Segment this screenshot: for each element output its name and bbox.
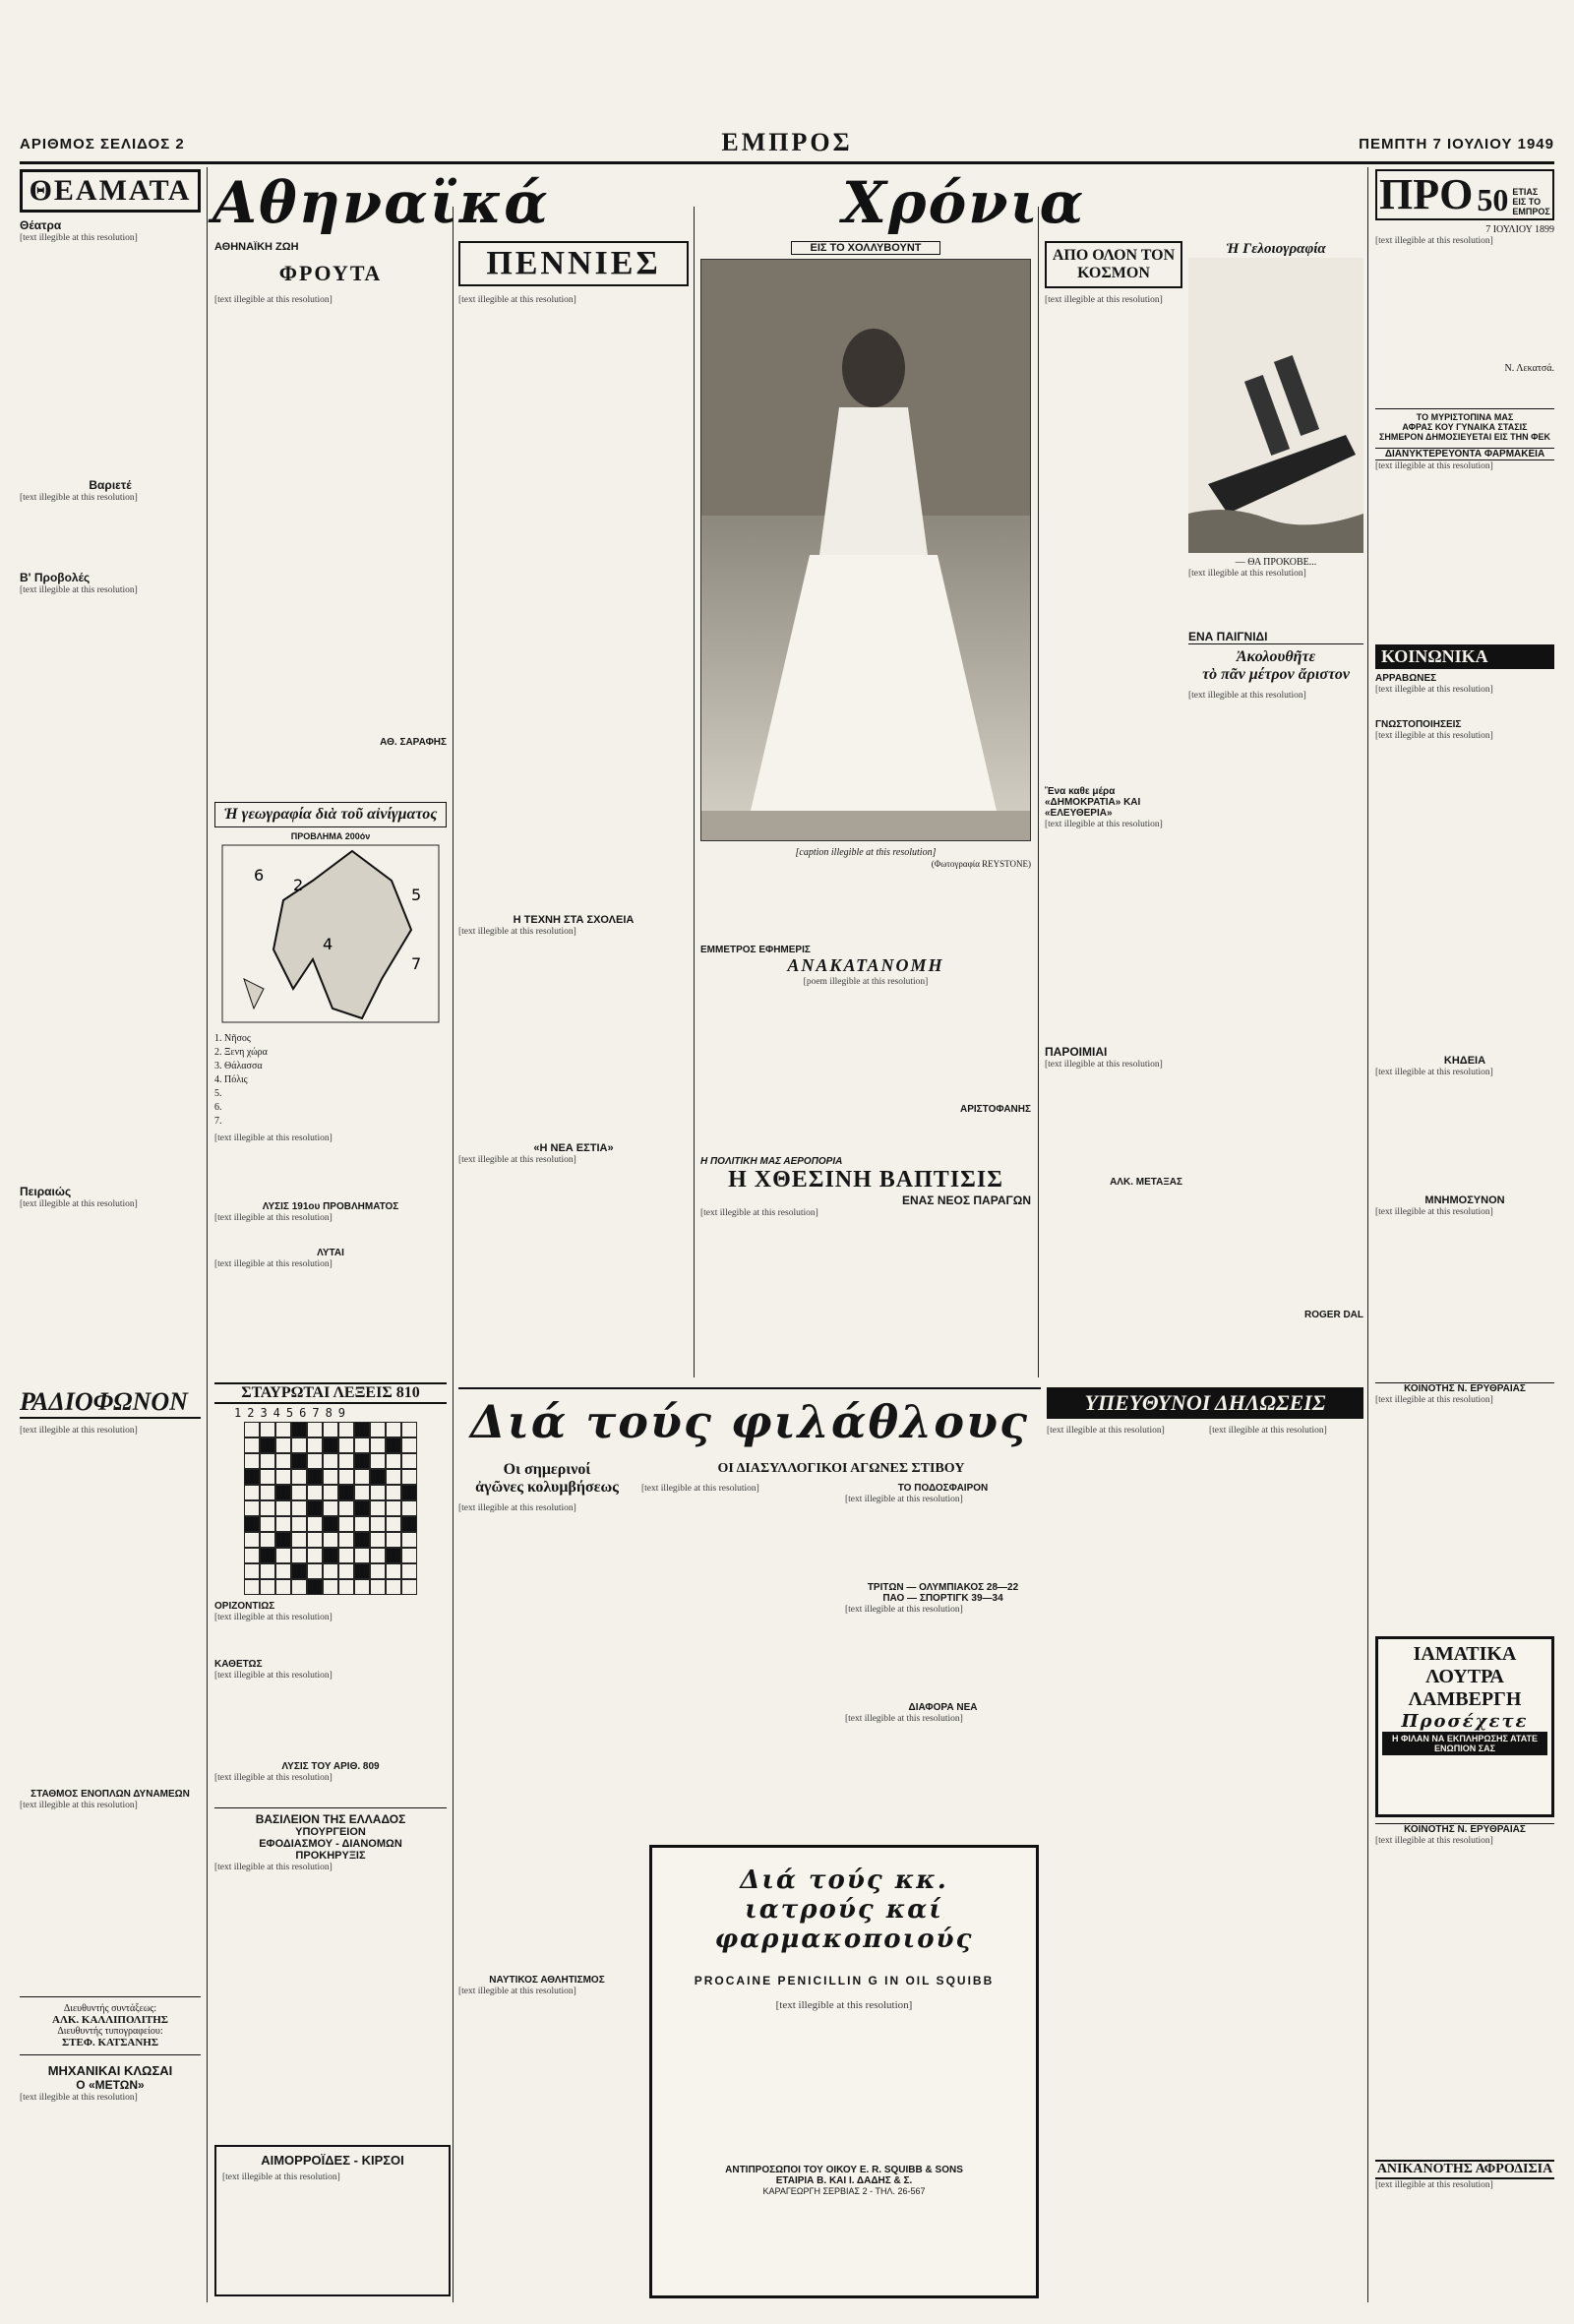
clinic-title: ΑΙΜΟΡΡΟΪΔΕΣ - ΚΙΡΣΟΙ bbox=[261, 2153, 404, 2168]
credit-line: Διευθυντής συντάξεως: bbox=[63, 2003, 157, 2014]
swimming-sub: ἀγῶνες κολυμβήσεως bbox=[475, 1479, 619, 1496]
date-label: ΠΕΜΠΤΗ 7 ΙΟΥΛΙΟΥ 1949 bbox=[1359, 136, 1554, 153]
theatres-section bbox=[20, 169, 201, 1370]
schools-body: [text illegible at this resolution] bbox=[458, 927, 576, 937]
fifty-small-line: ΕΙΣ ΤΟ ΕΜΠΡΟΣ bbox=[1512, 197, 1550, 216]
theatres-body: [text illegible at this resolution] bbox=[20, 1199, 138, 1209]
game-author: ROGER DAL bbox=[1304, 1310, 1363, 1320]
ad-product: PROCAINE PENICILLIN G IN OIL SQUIBB bbox=[694, 1974, 995, 1988]
ad-script-title: Διά τούς κκ. ιατρούς καί φαρμακοποιούς bbox=[714, 1865, 974, 1954]
mech-title: ΜΗΧΑΝΙΚΑΙ ΚΛΩΣΑΙ bbox=[47, 2063, 173, 2078]
swimming-sub: Οι σημερινοί bbox=[503, 1461, 591, 1478]
kingdom-sub: ΕΦΟΔΙΑΣΜΟΥ - ΔΙΑΝΟΜΩΝ bbox=[259, 1838, 402, 1850]
crossword-title: ΣΤΑΥΡΩΤΑΙ ΛΕΞΕΙΣ 810 bbox=[214, 1382, 447, 1404]
solution-title: ΛΥΣΙΣ ΤΟΥ ΑΡΙΘ. 809 bbox=[281, 1761, 380, 1772]
social-section bbox=[1375, 644, 1554, 1377]
map-label: 7 bbox=[411, 954, 422, 973]
theatres-title: ΘΕΑΜΑΤΑ bbox=[20, 169, 201, 213]
athletics-columns bbox=[641, 1483, 1041, 1798]
map-label: 2 bbox=[293, 876, 304, 894]
declarations-title: ΥΠΕΥΘΥΝΟΙ ΔΗΛΩΣΕΙΣ bbox=[1047, 1387, 1363, 1419]
clinic-ad bbox=[214, 2145, 451, 2296]
theatres-body: [text illegible at this resolution] bbox=[20, 233, 138, 243]
clinic-body: [text illegible at this resolution] bbox=[222, 2172, 340, 2182]
world-sub2-body: [text illegible at this resolution] bbox=[1045, 820, 1163, 829]
ad-footer: ΑΝΤΙΠΡΟΣΩΠΟΙ ΤΟΥ ΟΙΚΟΥ E. R. SQUIBB & SONS bbox=[725, 2165, 963, 2175]
social-body: [text illegible at this resolution] bbox=[1375, 731, 1493, 741]
kingdom-title: ΒΑΣΙΛΕΙΟΝ ΤΗΣ ΕΛΛΑΔΟΣ bbox=[214, 1807, 447, 1826]
swimming-article bbox=[458, 1461, 636, 2297]
baths-title: ΙΑΜΑΤΙΚΑ bbox=[1413, 1643, 1517, 1665]
game-subtitle: τὸ πᾶν μέτρον ἄριστον bbox=[1202, 666, 1350, 683]
legend-item: 1. Νῆσος bbox=[214, 1033, 251, 1044]
baths-title: ΛΑΜΒΕΡΓΗ bbox=[1408, 1688, 1522, 1710]
hollywood-feature bbox=[700, 241, 1031, 940]
match-result: ΠΑΟ — ΣΠΟΡΤΙΓΚ 39—34 bbox=[882, 1593, 1003, 1604]
puzzle-map bbox=[214, 841, 447, 1028]
pennies-title: ΠΕΝΝΙΕΣ bbox=[458, 241, 689, 286]
column-rule bbox=[453, 207, 454, 2302]
fifty-big: ΠΡΟ bbox=[1379, 170, 1474, 218]
ad-body: [text illegible at this resolution] bbox=[775, 1999, 913, 2011]
pharm-title: ΤΟ ΜΥΡΙΣΤΟΠΙΝΑ ΜΑΣ bbox=[1375, 408, 1554, 422]
kingdom-sub: ΥΠΟΥΡΓΕΙΟΝ bbox=[295, 1826, 366, 1838]
world-body: [text illegible at this resolution] bbox=[1045, 295, 1163, 305]
crossword-grid bbox=[244, 1422, 447, 1595]
baths-slogan: Η ΦΙΛΑΝ ΝΑ ΕΚΠΛΗΡΩΣΗΣ ΑΤΑΤΕ ΕΝΩΠΙΟΝ ΣΑΣ bbox=[1382, 1732, 1547, 1755]
epigram-pre: ΕΜΜΕΤΡΟΣ ΕΦΗΜΕΡΙΣ bbox=[700, 945, 811, 955]
proverbs-title: ΠΑΡΟΙΜΙΑΙ bbox=[1045, 1045, 1108, 1059]
map-label: 6 bbox=[254, 866, 265, 885]
theatres-subheading: Πειραιώς bbox=[20, 1185, 72, 1198]
ad-footer: ΚΑΡΑΓΕΩΡΓΗ ΣΕΡΒΙΑΣ 2 - ΤΗΛ. 26-567 bbox=[762, 2186, 926, 2196]
sports-banner-text: Διά τούς φιλάθλους bbox=[469, 1395, 1029, 1448]
auction-title: ΑΝΙΚΑΝΟΤΗΣ ΑΦΡΟΔΙΣΙΑ bbox=[1375, 2160, 1554, 2179]
section-label: ΑΘΗΝΑΪΚΗ ΖΩΗ bbox=[214, 241, 299, 253]
legend-item: 3. Θάλασσα bbox=[214, 1061, 263, 1071]
athletics-body: [text illegible at this resolution] bbox=[641, 1484, 759, 1494]
pharmacies-section bbox=[1375, 408, 1554, 640]
credits-box bbox=[20, 1996, 201, 2055]
auction-body: [text illegible at this resolution] bbox=[1375, 2180, 1493, 2190]
declarations-body: [text illegible at this resolution] bbox=[1209, 1426, 1327, 1436]
winners-title: ΛΥΤΑΙ bbox=[317, 1248, 344, 1258]
proverbs-author: ΑΛΚ. ΜΕΤΑΞΑΣ bbox=[1110, 1177, 1182, 1188]
declarations-body: [text illegible at this resolution] bbox=[1047, 1426, 1165, 1436]
pharm-subtitle: ΔΙΑΝΥΚΤΕΡΕΥΟΝΤΑ ΦΑΡΜΑΚΕΙΑ bbox=[1375, 448, 1554, 460]
football-column bbox=[845, 1483, 1041, 1798]
epigram-poem bbox=[700, 945, 1031, 1151]
social-body: [text illegible at this resolution] bbox=[1375, 685, 1493, 695]
pennies-body: [text illegible at this resolution] bbox=[458, 295, 576, 305]
proverbs-body: [text illegible at this resolution] bbox=[1045, 1060, 1163, 1070]
community-body: [text illegible at this resolution] bbox=[1375, 1836, 1493, 1846]
game-article bbox=[1188, 630, 1363, 1377]
epigram-author: ΑΡΙΣΤΟΦΑΝΗΣ bbox=[960, 1104, 1031, 1115]
radio-body: [text illegible at this resolution] bbox=[20, 1426, 138, 1436]
ad-footer: ΕΤΑΙΡΙΑ Β. ΚΑΙ Ι. ΔΑΔΗΣ & Σ. bbox=[775, 2175, 913, 2186]
fifty-date: 7 ΙΟΥΛΙΟΥ 1899 bbox=[1485, 224, 1554, 235]
geography-body: [text illegible at this resolution] bbox=[214, 1133, 333, 1143]
athenian-banner bbox=[212, 167, 1363, 236]
aviation-pre: Η ΠΟΛΙΤΙΚΗ ΜΑΣ ΑΕΡΟΠΟΡΙΑ bbox=[700, 1156, 843, 1167]
estia-title: «Η ΝΕΑ ΕΣΤΙΑ» bbox=[533, 1142, 614, 1154]
match-result: ΤΡΙΤΩΝ — ΟΛΥΜΠΙΑΚΟΣ 28—22 bbox=[867, 1582, 1019, 1593]
photo-figure-icon bbox=[701, 260, 1030, 840]
community-title: ΚΟΙΝΟΤΗΣ Ν. ΕΡΥΘΡΑΙΑΣ bbox=[1375, 1823, 1554, 1835]
pharm-title: ΑΦΡΑΣ ΚΟΥ ΓΥΝΑΙΚΑ ΣΤΑΣΙΣ bbox=[1402, 422, 1528, 432]
theatres-subheading: Β' Προβολές bbox=[20, 571, 91, 584]
theatres-subheading: Βαριετέ bbox=[89, 478, 132, 492]
radio-subheading: ΣΤΑΘΜΟΣ ΕΝΟΠΛΩΝ ΔΥΝΑΜΕΩΝ bbox=[30, 1789, 190, 1800]
pharm-title: ΣΗΜΕΡΟΝ ΔΗΜΟΣΙΕΥΕΤΑΙ ΕΙΣ ΤΗΝ ΦΕΚ bbox=[1378, 432, 1551, 442]
football-body: [text illegible at this resolution] bbox=[845, 1495, 963, 1504]
credit-line: ΣΤΕΦ. ΚΑΤΣΑΝΗΣ bbox=[61, 2037, 159, 2049]
caricature-title: Ἡ Γελοιογραφία bbox=[1226, 241, 1326, 257]
caricature-section bbox=[1188, 241, 1363, 615]
legend-item: 2. Ξενη χώρα bbox=[214, 1047, 268, 1058]
memorial-title: ΜΝΗΜΟΣΥΝΟΝ bbox=[1424, 1194, 1505, 1206]
squibb-ad bbox=[649, 1845, 1039, 2298]
fifty-small-line: ΕΤΙΑΣ bbox=[1512, 187, 1539, 197]
theatres-body: [text illegible at this resolution] bbox=[20, 585, 138, 595]
pennies-article bbox=[458, 241, 689, 1373]
world-sub2: «ΔΗΜΟΚΡΑΤΙΑ» ΚΑΙ «ΕΛΕΥΘΕΡΙΑ» bbox=[1045, 797, 1141, 819]
newspaper-title: ΕΜΠΡΟΣ bbox=[721, 128, 853, 156]
column-rule bbox=[207, 167, 208, 2302]
frouta-article bbox=[214, 241, 447, 792]
game-subtitle: Ἀκολουθῆτε bbox=[1236, 648, 1316, 665]
mech-body: [text illegible at this resolution] bbox=[20, 2093, 138, 2103]
column-rule bbox=[1367, 167, 1368, 2302]
map-label: 4 bbox=[323, 935, 333, 953]
kingdom-sub: ΠΡΟΚΗΡΥΞΙΣ bbox=[295, 1850, 366, 1862]
frouta-title: ΦΡΟΥΤΑ bbox=[278, 261, 383, 285]
kingdom-body: [text illegible at this resolution] bbox=[214, 1863, 333, 1872]
community-section bbox=[1375, 1382, 1554, 2297]
mourning-title: ΚΗΔΕΙΑ bbox=[1443, 1055, 1486, 1067]
banner-left: Αθηναϊκά bbox=[212, 169, 550, 236]
fifty-num: 50 bbox=[1477, 182, 1509, 217]
memorial-body: [text illegible at this resolution] bbox=[1375, 1207, 1493, 1217]
frouta-body: [text illegible at this resolution] bbox=[214, 295, 333, 305]
social-title: ΚΟΙΝΩΝΙΚΑ bbox=[1375, 644, 1554, 669]
crossword-vertical: ΚΑΘΕΤΩΣ bbox=[214, 1659, 263, 1670]
epigram-title: ΑΝΑΚΑΤΑΝΟΜΗ bbox=[787, 955, 944, 975]
athletics-article bbox=[641, 1461, 1041, 1835]
diafora-title: ΔΙΑΦΟΡΑ ΝΕΑ bbox=[908, 1702, 978, 1713]
athletics-title: ΟΙ ΔΙΑΣΥΛΛΟΓΙΚΟΙ ΑΓΩΝΕΣ ΣΤΙΒΟΥ bbox=[717, 1461, 965, 1476]
map-label: 5 bbox=[411, 886, 422, 904]
fifty-small bbox=[1512, 187, 1550, 216]
football-title: ΤΟ ΠΟΔΟΣΦΑΙΡΟΝ bbox=[897, 1483, 989, 1494]
declarations-columns bbox=[1047, 1425, 1363, 2291]
aviation-body: [text illegible at this resolution] bbox=[700, 1208, 818, 1218]
aviation-title: Η ΧΘΕΣΙΝΗ ΒΑΠΤΙΣΙΣ bbox=[728, 1167, 1003, 1193]
credit-line: Διευθυντής τυπογραφείου: bbox=[57, 2026, 163, 2037]
radio-section bbox=[20, 1387, 201, 2302]
mech-subtitle: Ο «ΜΕΤΩΝ» bbox=[76, 2078, 145, 2092]
photo-caption: [caption illegible at this resolution] bbox=[795, 847, 937, 858]
match-body: [text illegible at this resolution] bbox=[845, 1605, 963, 1615]
sports-banner bbox=[458, 1387, 1041, 1458]
column-rule bbox=[1038, 207, 1039, 1377]
world-news bbox=[1045, 241, 1182, 1373]
masthead bbox=[20, 128, 1554, 164]
theatres-body: [text illegible at this resolution] bbox=[20, 493, 138, 503]
baths-script: Προσέχετε bbox=[1401, 1711, 1529, 1732]
schools-title: Η ΤΕΧΝΗ ΣΤΑ ΣΧΟΛΕΙΑ bbox=[513, 914, 635, 926]
crossword-clues: [text illegible at this resolution] bbox=[214, 1613, 333, 1622]
world-sub: Ἕνα καθε μέρα bbox=[1045, 786, 1116, 797]
legend-item: 5. bbox=[214, 1088, 222, 1099]
frouta-author: ΑΘ. ΣΑΡΑΦΗΣ bbox=[380, 737, 447, 748]
fifty-header bbox=[1375, 169, 1554, 220]
legend-item: 7. bbox=[214, 1116, 222, 1127]
aviation-article bbox=[700, 1156, 1031, 1377]
fifty-years-section bbox=[1375, 169, 1554, 405]
pharm-body: [text illegible at this resolution] bbox=[1375, 461, 1493, 471]
column-rule bbox=[694, 207, 695, 1377]
diafora-body: [text illegible at this resolution] bbox=[845, 1714, 963, 1724]
solution-title: ΛΥΣΙΣ 191ου ΠΡΟΒΛΗΜΑΤΟΣ bbox=[262, 1201, 399, 1212]
banner-right: Χρόνια bbox=[842, 169, 1086, 236]
game-body: [text illegible at this resolution] bbox=[1188, 691, 1306, 701]
declarations-section bbox=[1047, 1387, 1363, 2293]
social-sub: ΑΡΡΑΒΩΝΕΣ bbox=[1375, 673, 1437, 684]
crossword-section bbox=[214, 1382, 447, 1756]
game-title: ΕΝΑ ΠΑΙΓΝΙΔΙ bbox=[1188, 630, 1363, 644]
aviation-sub: ΕΝΑΣ ΝΕΟΣ ΠΑΡΑΓΩΝ bbox=[901, 1193, 1031, 1207]
actress-photo bbox=[700, 259, 1031, 841]
hollywood-label: ΕΙΣ ΤΟ ΧΟΛΛΥΒΟΥΝΤ bbox=[791, 241, 940, 255]
theatres-subheading: Θέατρα bbox=[20, 218, 62, 232]
crossword-clues: [text illegible at this resolution] bbox=[214, 1671, 333, 1681]
credit-line: ΑΛΚ. ΚΑΛΛΙΠΟΛΙΤΗΣ bbox=[52, 2014, 168, 2026]
caricature-body: [text illegible at this resolution] bbox=[1188, 569, 1306, 579]
geography-title: Ἡ γεωγραφία διὰ τοῦ αἰνίγματος bbox=[214, 802, 447, 827]
legend-item: 6. bbox=[214, 1102, 222, 1113]
solution-body: [text illegible at this resolution] bbox=[214, 1773, 333, 1783]
mourning-body: [text illegible at this resolution] bbox=[1375, 1068, 1493, 1077]
kingdom-proclamation bbox=[214, 1761, 447, 2135]
radio-body: [text illegible at this resolution] bbox=[20, 1801, 138, 1810]
page-number-label: ΑΡΙΘΜΟΣ ΣΕΛΙΔΟΣ 2 bbox=[20, 136, 185, 153]
fifty-author: Ν. Λεκατσά. bbox=[1504, 363, 1554, 374]
crossword-numbers: 123456789 bbox=[234, 1406, 352, 1420]
swimming-body: [text illegible at this resolution] bbox=[458, 1503, 576, 1513]
winners-body: [text illegible at this resolution] bbox=[214, 1259, 333, 1269]
fifty-body: [text illegible at this resolution] bbox=[1375, 236, 1493, 246]
estia-body: [text illegible at this resolution] bbox=[458, 1155, 576, 1165]
crossword-horizontal: ΟΡΙΖΟΝΤΙΩΣ bbox=[214, 1601, 275, 1612]
solution-body: [text illegible at this resolution] bbox=[214, 1213, 333, 1223]
radio-title: ΡΑΔΙΟΦΩΝΟΝ bbox=[20, 1387, 201, 1419]
community-body: [text illegible at this resolution] bbox=[1375, 1395, 1493, 1405]
geography-puzzle bbox=[214, 802, 447, 1373]
legend-item: 4. Πόλις bbox=[214, 1074, 248, 1085]
photo-credit: (Φωτογραφία REYSTONE) bbox=[931, 859, 1031, 869]
social-sub: ΓΝΩΣΤΟΠΟΙΗΣΕΙΣ bbox=[1375, 719, 1462, 730]
caricature-caption: — ΘΑ ΠΡΟΚΟΒΕ... bbox=[1235, 557, 1317, 568]
community-title: ΚΟΙΝΟΤΗΣ Ν. ΕΡΥΘΡΑΙΑΣ bbox=[1375, 1382, 1554, 1394]
legend-list bbox=[214, 1032, 447, 1129]
world-title: ΑΠΟ ΟΛΟΝ ΤΟΝ ΚΟΣΜΟΝ bbox=[1045, 241, 1182, 288]
baths-title: ΛΟΥΤΡΑ bbox=[1425, 1666, 1504, 1687]
baths-ad bbox=[1375, 1636, 1554, 1817]
nautical-title: ΝΑΥΤΙΚΟΣ ΑΘΛΗΤΙΣΜΟΣ bbox=[489, 1975, 605, 1986]
epigram-body: [poem illegible at this resolution] bbox=[803, 977, 929, 987]
ship-cartoon-icon bbox=[1188, 258, 1363, 553]
geography-subtitle: ΠΡΟΒΛΗΜΑ 200όν bbox=[290, 831, 371, 841]
nautical-body: [text illegible at this resolution] bbox=[458, 1987, 576, 1996]
